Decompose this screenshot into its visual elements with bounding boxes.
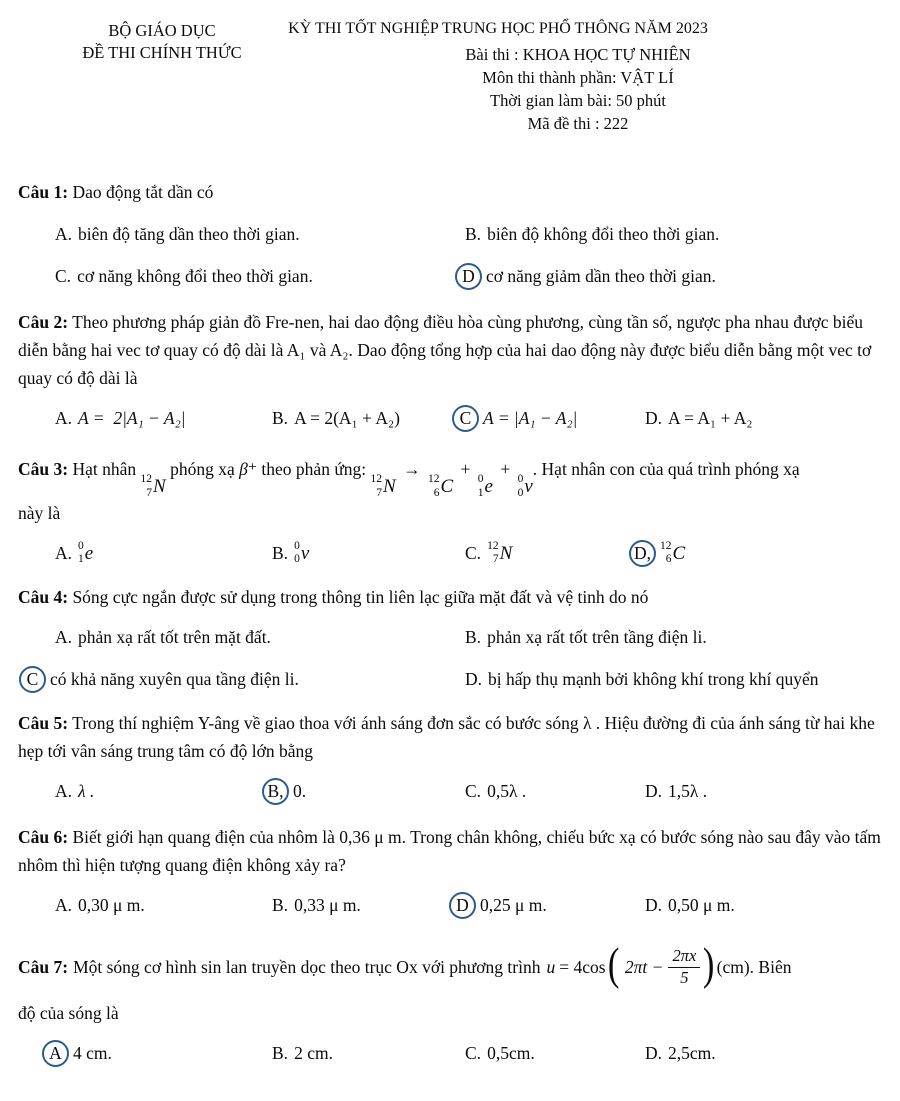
issuer-line2: ĐỀ THI CHÍNH THỨC — [82, 43, 242, 62]
question-4-text — [18, 583, 882, 611]
header — [18, 18, 882, 150]
option-7b: B. 2 cm. — [272, 1042, 333, 1063]
fraction: $\frac{2\pi x}{5}$ — [668, 947, 700, 988]
question-3-stem-pre: Hạt nhân — [72, 459, 137, 479]
question-4-label: Câu 4: — [18, 587, 69, 607]
question-7-stem-line2: độ của sóng là — [18, 1003, 119, 1023]
question-5 — [18, 709, 882, 805]
question-6-text — [18, 823, 882, 879]
question-7-stem-post: (cm). Biên — [716, 957, 792, 977]
equation-lhs: = 4cos — [559, 957, 606, 977]
equation-variable: u — [546, 957, 556, 977]
question-5-options — [18, 777, 882, 805]
option-2c-selected: C A = |A₁ − A₂| — [465, 404, 645, 432]
question-1-options-row-2 — [18, 262, 882, 290]
reaction-arrow: → — [403, 459, 421, 479]
equation-inner: 2πt − — [624, 957, 664, 977]
question-7-label: Câu 7: — [18, 957, 69, 977]
question-1 — [18, 178, 882, 290]
question-6 — [18, 823, 882, 919]
option-6a: A. 0,30 μ m. — [55, 894, 145, 915]
reaction-product-nuclide: 12 6 C — [427, 473, 454, 499]
option-7c: C. 0,5cm. — [465, 1042, 535, 1063]
question-7-options — [18, 1039, 882, 1067]
question-3-stem-mid1: phóng xạ — [170, 459, 235, 479]
option-5c: C. 0,5λ . — [465, 780, 527, 801]
question-3 — [18, 452, 882, 567]
option-3b: B. 0 0 ν — [272, 539, 310, 565]
question-4-stem: Sóng cực ngắn được sử dụng trong thông tin liên lạc giữa mặt đất và vệ tinh do nó — [72, 587, 649, 607]
question-1-options-row-1 — [18, 220, 882, 248]
question-1-text — [18, 178, 882, 206]
nuclide: 0 1 e — [78, 539, 94, 565]
option-7d: D. 2,5cm. — [645, 1042, 716, 1063]
nuclide: 0 0 ν — [294, 539, 310, 565]
question-3-label: Câu 3: — [18, 459, 69, 479]
option-6c-selected: D 0,25 μ m. — [465, 891, 645, 919]
option-5a: A. λ . — [55, 780, 95, 801]
question-2 — [18, 308, 882, 432]
nuclide: 12 7 N — [487, 539, 513, 565]
exam-code: Mã đề thi : 222 — [527, 114, 629, 133]
question-2-label: Câu 2: — [18, 312, 69, 332]
option-3a: A. 0 1 e — [55, 539, 94, 565]
question-3-stem-mid2: theo phản ứng: — [261, 459, 367, 479]
option-5b-selected: B, 0. — [272, 777, 465, 805]
option-2a: A. A = 2|A₁ − A₂| — [55, 407, 186, 428]
issuer-line1: BỘ GIÁO DỤC — [108, 21, 216, 40]
question-1-label: Câu 1: — [18, 182, 69, 202]
question-7-stem-pre: Một sóng cơ hình sin lan truyền dọc theo trục Ox với phương trình — [73, 957, 541, 977]
plus-sign: + — [460, 459, 471, 479]
option-6d: D. 0,50 μ m. — [645, 894, 735, 915]
option-5d: D. 1,5λ . — [645, 780, 708, 801]
question-6-label: Câu 6: — [18, 827, 69, 847]
question-5-label: Câu 5: — [18, 713, 69, 733]
option-2d: D. A = A₁ + A₂ — [645, 407, 753, 428]
reaction-lhs-nuclide: 12 7 N — [370, 473, 396, 499]
option-7a-selected: A 4 cm. — [55, 1039, 272, 1067]
reaction-positron-nuclide: 0 1 e — [477, 473, 493, 499]
question-5-text — [18, 709, 882, 765]
exam-title: KỲ THI TỐT NGHIỆP TRUNG HỌC PHỔ THÔNG NĂM 2023 — [288, 20, 708, 37]
answer-circle: D, — [629, 540, 656, 567]
answer-circle: C — [19, 666, 46, 693]
option-4a: A. phản xạ rất tốt trên mặt đất. — [55, 626, 271, 647]
question-7-text — [18, 939, 882, 995]
question-4-options-row-1 — [18, 623, 882, 651]
answer-circle: D — [449, 892, 476, 919]
question-2-stem: Theo phương pháp giản đồ Fre-nen, hai dao động điều hòa cùng phương, cùng tần số, ngược pha nhau được biểu diễn bằng hai vec tơ quay có độ dài là A₁ và A₂. Dao động tổng hợp của hai dao động này được biểu diễn bằng một vec tơ quay có độ dài là — [18, 312, 872, 388]
exam-duration: Thời gian làm bài: 50 phút — [490, 91, 666, 110]
header-details — [360, 43, 796, 135]
exam-subject: Môn thi thành phần: VẬT LÍ — [482, 68, 674, 87]
option-3c: C. 12 7 N — [465, 539, 513, 565]
option-1c: C. cơ năng không đổi theo thời gian. — [55, 265, 313, 286]
question-3-text — [18, 452, 882, 499]
question-3-stem-post: . Hạt nhân con của quá trình phóng xạ — [532, 459, 800, 479]
reaction-neutrino-nuclide: 0 0 ν — [517, 473, 533, 499]
question-3-stem-line2: này là — [18, 503, 61, 523]
option-4c-selected: C có khả năng xuyên qua tầng điện li. — [55, 665, 465, 693]
beta-plus-symbol: β⁺ — [239, 459, 258, 479]
question-6-options — [18, 891, 882, 919]
option-1b: B. biên độ không đổi theo thời gian. — [465, 223, 720, 244]
option-4b: B. phản xạ rất tốt trên tầng điện li. — [465, 626, 707, 647]
option-3d-selected — [633, 539, 882, 567]
question-2-text — [18, 308, 882, 392]
answer-circle: B, — [262, 778, 289, 805]
nuclide: 12 6 C — [660, 539, 686, 565]
option-4d: D. bị hấp thụ mạnh bởi không khí trong khí quyển — [465, 668, 819, 689]
question-4 — [18, 583, 882, 693]
option-1a: A. biên độ tăng dần theo thời gian. — [55, 223, 300, 244]
answer-circle: C — [452, 405, 479, 432]
question-7 — [18, 939, 882, 1067]
question-6-stem: Biết giới hạn quang điện của nhôm là 0,36 μ m. Trong chân không, chiếu bức xạ có bước sóng nào sau đây vào tấm nhôm thì hiện tượng quang điện không xảy ra? — [18, 827, 881, 875]
question-4-options-row-2 — [18, 665, 882, 693]
option-2b: B. A = 2(A₁ + A₂) — [272, 407, 400, 428]
question-5-stem: Trong thí nghiệm Y-âng về giao thoa với ánh sáng đơn sắc có bước sóng λ . Hiệu đường đi của ánh sáng từ hai khe hẹp tới vân sáng trung tâm có độ lớn bằng — [18, 713, 875, 761]
question-1-stem: Dao động tắt dần có — [72, 182, 214, 202]
option-1d-selected: D cơ năng giảm dần theo thời gian. — [465, 262, 882, 290]
question-2-options — [18, 404, 882, 432]
nuclide-N-12-7: 12 7 N — [140, 473, 166, 499]
exam-name: Bài thi : KHOA HỌC TỰ NHIÊN — [465, 45, 691, 64]
answer-circle: D — [455, 263, 482, 290]
wave-equation: u = 4cos ( 2πt − $\frac{2\pi x}{5}$ ) — [546, 938, 715, 989]
answer-circle: A — [42, 1040, 69, 1067]
question-3-options — [18, 539, 882, 567]
plus-sign: + — [500, 459, 511, 479]
option-6b: B. 0,33 μ m. — [272, 894, 361, 915]
